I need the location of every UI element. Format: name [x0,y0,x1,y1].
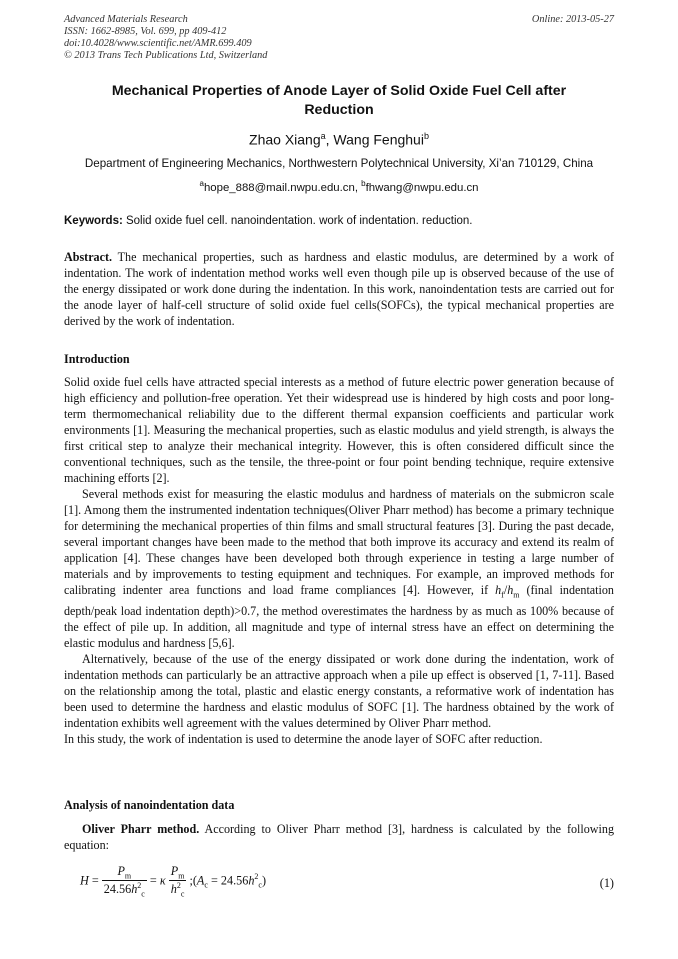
email-a-mark: a [199,179,204,188]
eq-area-hc-symbol: h [248,873,255,888]
eq-hc-power: 2 [137,881,142,891]
eq-area-hc-power: 2 [254,872,259,882]
eq-hc-symbol: h [131,882,138,897]
email-b: fhwang@nwpu.edu.cn [365,181,479,194]
eq-area-open: ;( [189,873,197,888]
eq-fraction-1 [102,864,147,899]
journal-copyright: © 2013 Trans Tech Publications Ltd, Switzerland [64,50,268,61]
keywords-text: Solid oxide fuel cell. nanoindentation. work of indentation. reduction. [122,215,473,227]
author-list [64,131,614,148]
email-a: hope_888@mail.nwpu.edu.cn [203,181,355,194]
eq-area-symbol: A [196,873,205,888]
oliver-pharr-paragraph [64,821,614,853]
abstract [64,249,614,329]
eq-fraction-2 [169,864,187,899]
intro-paragraph-2-part-a: Several methods exist for measuring the elastic modulus and hardness of materials on the submicron scale [1]. Among them the instrumented indentation techniques(Oliver Pharr method) has become a primary technique for determining the mechanical properties of thin films and small structural features [3]. During the past decade, several important changes have been made to the method that both improve its accuracy and extend its realm of application [4]. These changes have been developed both through experience in testing a large number of materials and by improvements to testing equipment and techniques. For example, an improved methods for calibrating indenter area functions and load frame compliances [4]. However, if [64,487,614,597]
hm-symbol: h [507,583,514,597]
journal-doi: doi:10.4028/www.scientific.net/AMR.699.409 [64,38,252,49]
eq-pm-symbol: P [117,864,125,878]
equation-number: (1) [599,876,614,890]
eq-fraction-2-denominator [169,881,187,899]
equation-expression [80,864,266,899]
ratio-slash: / [503,583,508,597]
eq-hc-symbol-2: h [170,882,177,897]
intro-paragraph-2-part-b: (final indentation depth/peak load indentation depth)>0.7, the method overestimates the hardness by as much as 100% because of the effect of pile up. In addition, all magnitude and type of internal stress have an effect on determining the elastic modulus and hardness [5,6]. [64,583,614,651]
keywords-label: Keywords: [64,215,123,227]
author-1-affil-mark: a [320,131,326,141]
eq-area-subscript: c [204,880,208,890]
eq-equals-1: = [91,873,99,888]
email-b-mark: b [361,179,366,188]
paper-title-line-1: Mechanical Properties of Anode Layer of Solid Oxide Fuel Cell after [111,83,567,99]
eq-hardness-symbol: H [80,873,89,888]
paper-title [64,82,614,120]
analysis-heading: Analysis of nanoindentation data [64,798,235,812]
abstract-text: The mechanical properties, such as hardness and elastic modulus, are determined by a work of indentation. The work of indentation method works well even though pile up is observed because of the use of the energy dissipated or work done during the indentation. In this work, nanoindentation tests are carried out for the anode layer of half-cell structure of solid oxide fuel cells(SOFCs), the typical mechanical properties are derived by the work of indentation. [64,250,614,328]
equation-1 [80,862,614,902]
eq-fraction-2-numerator [169,864,187,881]
journal-name: Advanced Materials Research [64,14,188,25]
intro-paragraph-1: Solid oxide fuel cells have attracted special interests as a method of future electric power generation because of high efficiency and pollution-free operation. Yet their widespread use is hindered by high costs and poor long-term thermomechanical reliability due to the different thermal expansion coefficients and particular work environments [1]. Measuring the mechanical properties, such as elastic modulus and yield strength, is always the first critical step to analyze their mechanical integrity. However, this is often considered difficult since the conventional techniques, such as the tensile, the three-point or four point bending technique, require extensive machining efforts [2]. [64,375,614,485]
journal-issn: ISSN: 1662-8985, Vol. 699, pp 409-412 [64,26,227,37]
eq-pm-subscript: m [124,871,132,881]
eq-fraction-1-numerator [102,864,147,881]
author-separator: , [325,131,334,148]
introduction-heading: Introduction [64,352,130,366]
oliver-pharr-text: According to Oliver Pharr method [3], hardness is calculated by the following equation: [64,822,614,852]
hm-subscript: m [513,590,520,600]
eq-area-close: ) [261,873,267,888]
eq-pm-symbol-2: P [170,864,179,878]
online-date: Online: 2013-05-27 [531,14,614,25]
keywords [64,215,614,227]
eq-equals-2: = [149,873,157,888]
author-emails [64,179,614,194]
author-2: Wang Fenghui [333,131,424,148]
eq-pm-subscript-2: m [178,871,185,881]
eq-area-hc-subscript: c [258,880,262,890]
author-1: Zhao Xiang [249,131,321,148]
abstract-label: Abstract. [64,250,113,264]
introduction-body [64,374,614,747]
hf-symbol: h [495,583,502,597]
email-separator: , [354,181,362,194]
hf-subscript: f [501,590,504,600]
eq-hc-subscript-2: c [180,889,185,899]
eq-hc-subscript: c [141,889,145,899]
eq-hc-power-2: 2 [176,881,181,891]
eq-kappa-symbol: κ [159,873,166,888]
journal-header [64,14,267,62]
intro-paragraph-4: In this study, the work of indentation is used to determine the anode layer of SOFC after reduction. [64,732,543,747]
paper-title-line-2: Reduction [304,102,374,118]
intro-paragraph-2 [64,486,614,651]
eq-fraction-1-denominator [102,881,147,899]
eq-coefficient: 24.56 [103,882,132,897]
oliver-pharr-label: Oliver Pharr method. [82,822,200,836]
author-2-affil-mark: b [423,131,429,141]
eq-area-equals: = 24.56 [207,873,249,888]
intro-paragraph-3: Alternatively, because of the use of the energy dissipated or work done during the indentation, work of indentation methods can particularly be an attractive approach when a pile up effect is observed [1, 7-11]. Based on the relationship among the total, plastic and elastic energy constants, a reformative work of indentation has been used to determine the hardness and elastic modulus of SOFC [1]. The hardness obtained by the work of indentation exhibits well agreement with the values determined by Oliver Pharr method. [64,652,614,731]
affiliation: Department of Engineering Mechanics, Northwestern Polytechnical University, Xi’an 710129, China [84,157,594,170]
